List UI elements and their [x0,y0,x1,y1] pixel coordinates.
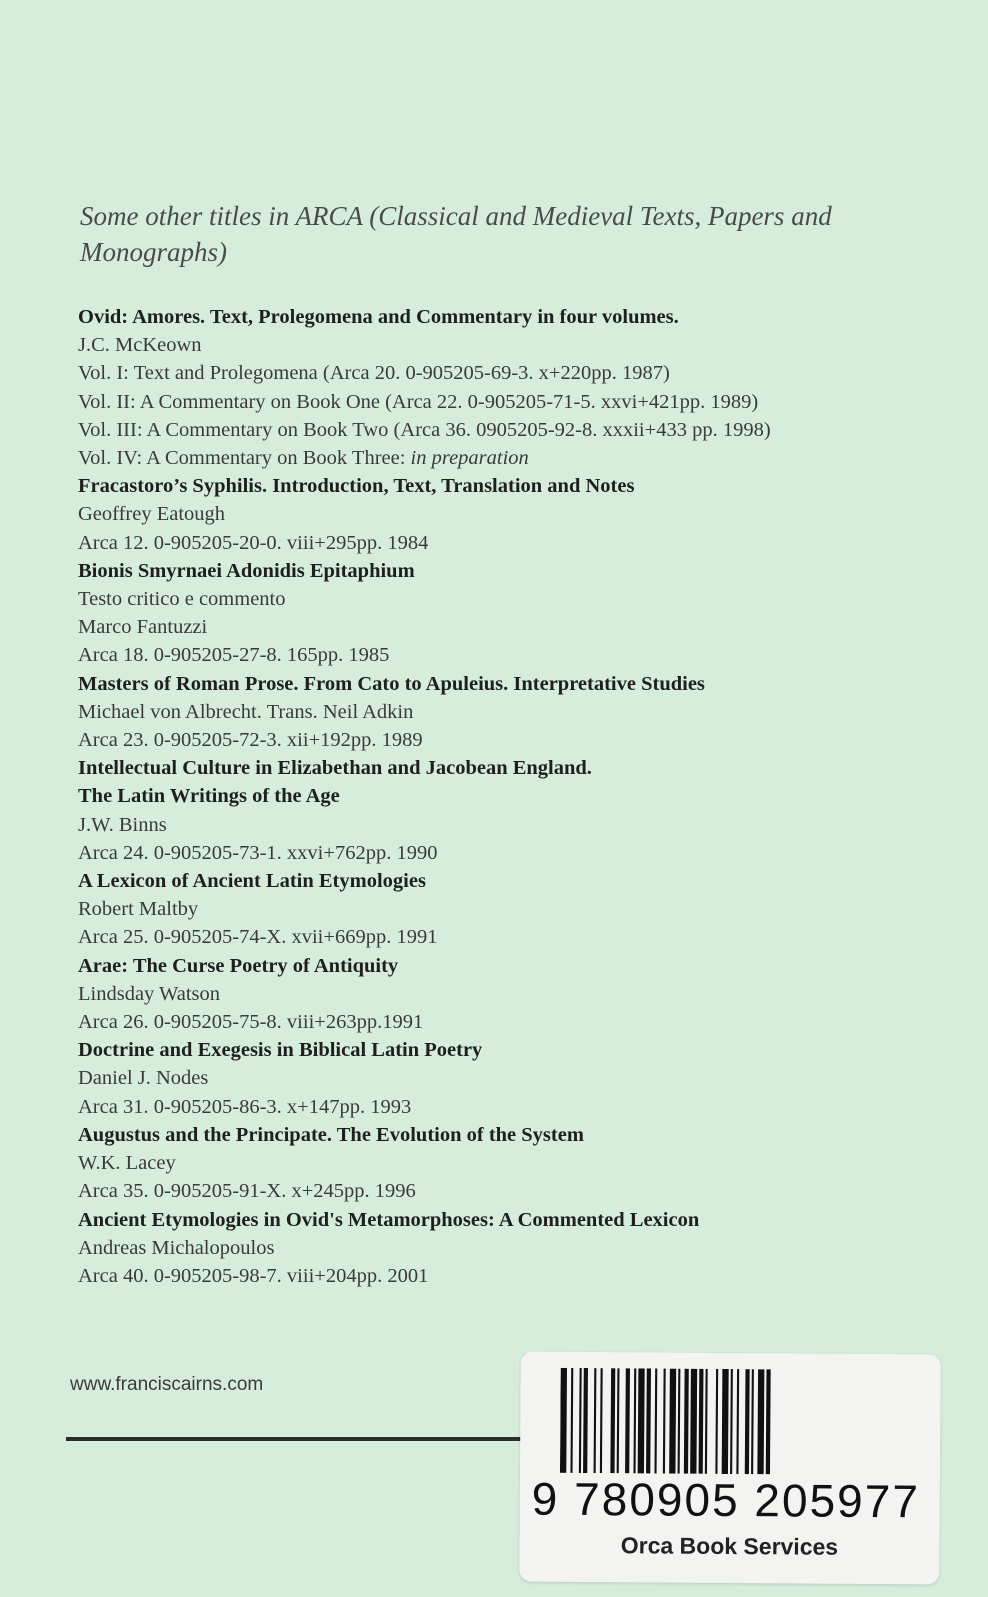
book-author: J.C. McKeown [78,334,202,357]
book-list [78,303,958,1290]
book-title: Fracastoro’s Syphilis. Introduction, Text, Translation and Notes [78,475,635,498]
book-author: Daniel J. Nodes [78,1067,209,1090]
book-volume: Vol. III: A Commentary on Book Two (Arca 36. 0905205-92-8. xxxii+433 pp. 1998) [78,418,771,441]
barcode-icon [560,1368,901,1475]
volume-label: Vol. IV: A Commentary on Book Three: [78,447,411,470]
barcode-sticker [519,1352,941,1585]
book-author: Robert Maltby [78,898,199,921]
barcode-number: 9 780905 205977 [531,1472,921,1528]
book-entry [78,1121,958,1206]
book-details: Arca 40. 0-905205-98-7. viii+204pp. 2001 [78,1264,429,1287]
book-title: Doctrine and Exegesis in Biblical Latin Poetry [78,1039,483,1062]
book-entry [78,557,958,670]
book-details: Arca 25. 0-905205-74-X. xvii+669pp. 1991 [78,926,438,949]
book-author: Lindsday Watson [78,982,221,1005]
book-title-continued: The Latin Writings of the Age [78,785,340,808]
book-entry [78,472,958,557]
book-author: W.K. Lacey [78,1152,176,1175]
book-details: Arca 31. 0-905205-86-3. x+147pp. 1993 [78,1095,412,1118]
book-entry [78,1036,958,1121]
book-title: Bionis Smyrnaei Adonidis Epitaphium [78,559,415,582]
book-entry [78,952,958,1037]
book-author: J.W. Binns [78,813,167,836]
book-title: Arae: The Curse Poetry of Antiquity [78,954,399,977]
book-title: Ovid: Amores. Text, Prolegomena and Commentary in four volumes. [78,306,679,328]
book-details: Arca 24. 0-905205-73-1. xxvi+762pp. 1990 [78,841,438,864]
book-details: Arca 26. 0-905205-75-8. viii+263pp.1991 [78,1011,424,1034]
book-title: Intellectual Culture in Elizabethan and Jacobean England. [78,757,592,780]
book-entry [78,670,958,755]
book-volume: Vol. II: A Commentary on Book One (Arca 22. 0-905205-71-5. xxvi+421pp. 1989) [78,390,759,413]
book-title: Ancient Etymologies in Ovid's Metamorphoses: A Commented Lexicon [78,1208,700,1231]
book-entry [78,303,958,472]
book-details: Arca 18. 0-905205-27-8. 165pp. 1985 [78,644,390,667]
book-subtitle: Testo critico e commento [78,588,286,611]
book-entry [78,754,958,867]
book-title: A Lexicon of Ancient Latin Etymologies [78,870,426,893]
book-details: Arca 35. 0-905205-91-X. x+245pp. 1996 [78,1180,416,1203]
book-title: Masters of Roman Prose. From Cato to Apuleius. Interpretative Studies [78,672,705,695]
book-entry [78,1206,958,1291]
book-author: Geoffrey Eatough [78,503,226,526]
divider-rule [66,1437,526,1441]
book-details: Arca 12. 0-905205-20-0. viii+295pp. 1984 [78,531,429,554]
book-volume: Vol. I: Text and Prolegomena (Arca 20. 0-905205-69-3. x+220pp. 1987) [78,362,670,385]
intro-heading: Some other titles in ARCA (Classical and Medieval Texts, Papers and Monographs) [80,201,832,267]
book-title: Augustus and the Principate. The Evolution of the System [78,1123,584,1146]
book-volume [78,444,958,472]
publisher-website: www.franciscairns.com [70,1374,264,1395]
distributor-name: Orca Book Services [620,1532,839,1560]
preparation-note: in preparation [410,447,529,470]
book-details: Arca 23. 0-905205-72-3. xii+192pp. 1989 [78,729,423,752]
book-entry [78,867,958,952]
book-author: Andreas Michalopoulos [78,1236,275,1259]
book-author: Michael von Albrecht. Trans. Neil Adkin [78,700,414,723]
book-author: Marco Fantuzzi [78,616,208,639]
